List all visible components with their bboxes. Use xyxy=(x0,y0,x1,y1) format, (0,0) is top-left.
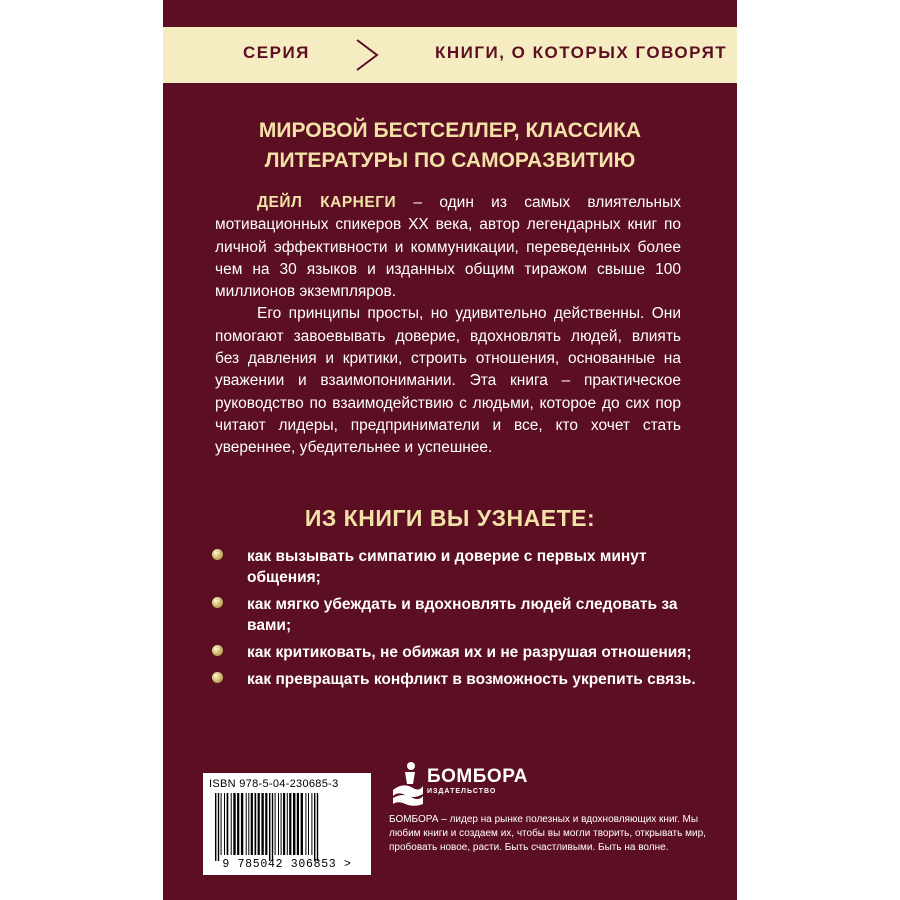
description-paragraph-2: Его принципы просты, но удивительно действенны. Они помогают завоевывать доверие, вдохновлять людей, влиять без давления и критики, строить отношения, основанные на уважении и взаимопонимании. Эта книга – практическое руководство по взаимодействию с людьми, которое до сих пор читают лидеры, предприниматели и все, кто хочет стать увереннее, убедительнее и успешнее. xyxy=(215,305,681,457)
headline-line-1: МИРОВОЙ БЕСТСЕЛЛЕР, КЛАССИКА xyxy=(258,119,642,142)
chevron-right-icon xyxy=(353,38,381,72)
barcode-bar xyxy=(237,793,239,855)
description-paragraph-1-text: – один из самых влиятельных мотивационных спикеров XX века, автор легендарных книг по личной эффективности и коммуникации, переведенных более чем на 30 языков и изданных общим тиражом свыше 100 миллионов экземпляров. xyxy=(215,194,682,301)
list-item xyxy=(211,642,701,663)
bullet-icon xyxy=(212,597,223,608)
description-paragraph-1 xyxy=(215,192,681,303)
barcode-bar xyxy=(317,793,318,861)
list-item-text: как превращать конфликт в возможность укрепить связь. xyxy=(247,671,696,688)
barcode-bar xyxy=(297,793,299,855)
barcode-bar xyxy=(215,793,216,861)
barcode-bar xyxy=(251,793,253,855)
list-item xyxy=(211,594,701,636)
learn-list xyxy=(211,546,701,696)
barcode-bar xyxy=(289,793,291,855)
barcode-bar xyxy=(275,793,276,855)
book-back-cover xyxy=(163,0,737,900)
learn-heading: ИЗ КНИГИ ВЫ УЗНАЕТЕ: xyxy=(304,505,596,531)
barcode-bar xyxy=(221,793,222,855)
series-name: КНИГИ, О КОТОРЫХ ГОВОРЯТ xyxy=(435,43,728,62)
isbn-label: ISBN 978-5-04-230685-3 xyxy=(209,778,339,790)
barcode-bar xyxy=(281,793,282,855)
list-item-text: как мягко убеждать и вдохновлять людей следовать за вами; xyxy=(247,596,678,634)
publisher-logo xyxy=(391,760,531,810)
barcode-bar xyxy=(224,793,225,855)
barcode-bar xyxy=(311,793,312,855)
list-item-text: как критиковать, не обижая их и не разрушая отношения; xyxy=(247,644,692,661)
barcode-bar xyxy=(246,793,247,855)
barcode-bar xyxy=(272,793,273,861)
barcode-bar xyxy=(283,793,285,855)
bullet-icon xyxy=(212,549,223,560)
barcode-bar xyxy=(258,793,260,855)
barcode-bar xyxy=(227,793,229,855)
barcode-bar xyxy=(261,793,263,855)
series-band xyxy=(163,27,737,83)
list-item-text: как вызывать симпатию и доверие с первых минут общения; xyxy=(247,548,647,586)
wave-surfer-icon xyxy=(391,760,425,806)
barcode-digits: 9 785042 306853 > xyxy=(222,858,352,871)
bullet-icon xyxy=(212,645,223,656)
bullet-icon xyxy=(212,672,223,683)
author-name: ДЕЙЛ КАРНЕГИ xyxy=(257,194,397,211)
barcode-bar xyxy=(314,793,315,861)
barcode-bar xyxy=(293,793,295,855)
publisher-name: БОМБОРА xyxy=(427,766,528,787)
barcode-bar xyxy=(248,793,249,855)
barcode-bar xyxy=(308,793,309,855)
headline xyxy=(163,116,737,176)
headline-line-2: ЛИТЕРАТУРЫ ПО САМОРАЗВИТИЮ xyxy=(264,149,636,172)
barcode-bar xyxy=(265,793,267,855)
barcode-bar xyxy=(287,793,288,855)
publisher-subtitle: ИЗДАТЕЛЬСТВО xyxy=(427,788,497,795)
series-label: СЕРИЯ xyxy=(243,43,310,62)
barcode-bar xyxy=(241,793,243,855)
barcode-bar xyxy=(233,793,235,855)
barcode-bars xyxy=(203,773,371,861)
description xyxy=(215,192,681,460)
barcode-bar xyxy=(255,793,257,855)
barcode-bar xyxy=(269,793,270,861)
barcode-bar xyxy=(305,793,306,855)
barcode-bar xyxy=(231,793,232,855)
barcode-bar xyxy=(278,793,279,855)
list-item xyxy=(211,546,701,588)
barcode xyxy=(203,773,371,875)
list-item xyxy=(211,669,701,690)
barcode-bar xyxy=(218,793,219,861)
barcode-bar xyxy=(301,793,303,855)
publisher-blurb: БОМБОРА – лидер на рынке полезных и вдохновляющих книг. Мы любим книги и создаем их, чтобы вы могли творить, открывать мир, пробовать новое, расти. Быть счастливыми. Быть на волне. xyxy=(389,814,706,853)
